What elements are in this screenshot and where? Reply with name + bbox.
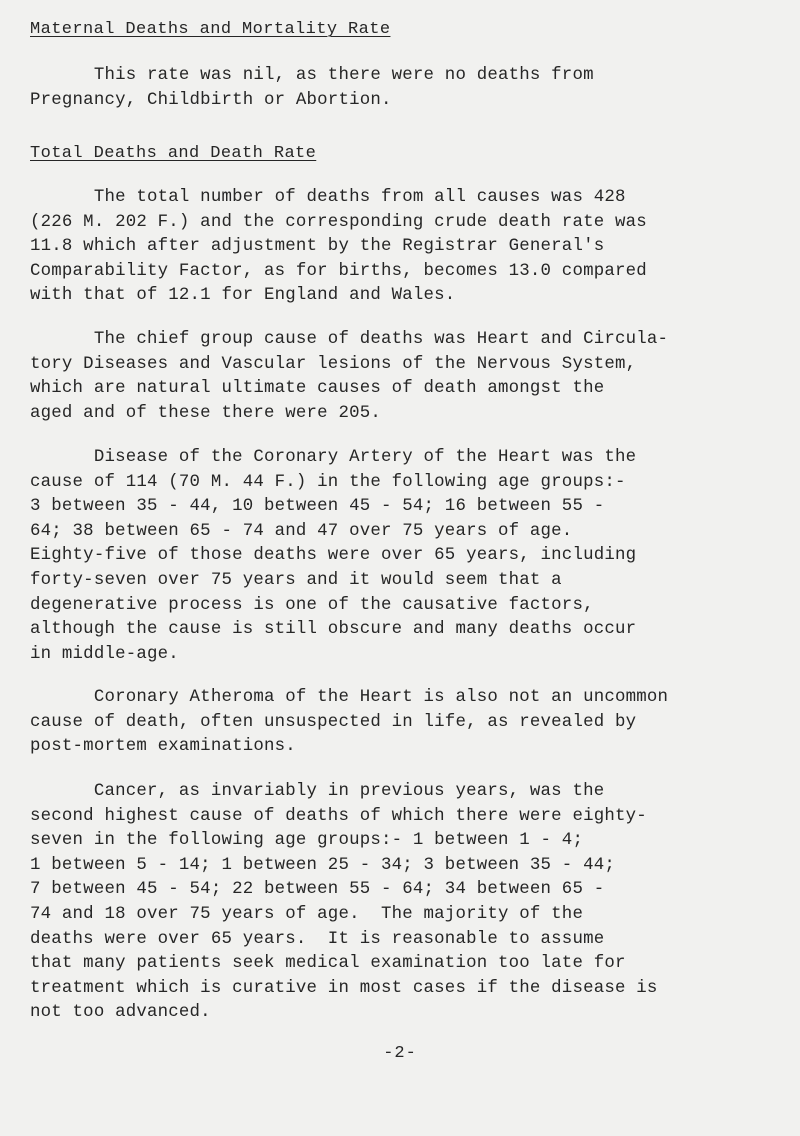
text-line: 1 between 5 - 14; 1 between 25 - 34; 3 between 35 - 44;	[30, 855, 615, 875]
paragraph-total-deaths	[30, 186, 775, 309]
text-line: Eighty-five of those deaths were over 65 years, including	[30, 546, 637, 566]
text-line: which are natural ultimate causes of death amongst the	[30, 379, 605, 399]
text-line: 11.8 which after adjustment by the Registrar General's	[30, 237, 605, 257]
paragraph-cancer	[30, 780, 775, 1026]
section-heading-total-deaths: Total Deaths and Death Rate	[30, 144, 317, 163]
text-line: 64; 38 between 65 - 74 and 47 over 75 years of age.	[30, 521, 573, 541]
text-line: degenerative process is one of the causative factors,	[30, 595, 594, 615]
text-line: Comparability Factor, as for births, becomes 13.0 compared	[30, 261, 647, 281]
text-line: 74 and 18 over 75 years of age. The majority of the	[30, 904, 584, 924]
text-line: Disease of the Coronary Artery of the Heart was the	[30, 448, 637, 467]
text-line: not too advanced.	[30, 1003, 211, 1023]
text-line: The total number of deaths from all causes was 428	[30, 188, 626, 207]
text-line: (226 M. 202 F.) and the corresponding crude death rate was	[30, 212, 647, 232]
text-line: Coronary Atheroma of the Heart is also not an uncommon	[30, 688, 669, 707]
text-line: Pregnancy, Childbirth or Abortion.	[30, 90, 392, 110]
text-line: second highest cause of deaths of which there were eighty-	[30, 806, 647, 826]
text-line: seven in the following age groups:- 1 between 1 - 4;	[30, 831, 584, 851]
text-line: with that of 12.1 for England and Wales.	[30, 286, 456, 306]
text-line: tory Diseases and Vascular lesions of the Nervous System,	[30, 354, 637, 374]
paragraph-chief-group-cause	[30, 328, 775, 426]
text-line: forty-seven over 75 years and it would seem that a	[30, 570, 562, 590]
text-line: cause of 114 (70 M. 44 F.) in the following age groups:-	[30, 472, 626, 492]
text-line: that many patients seek medical examination too late for	[30, 954, 626, 974]
text-line: cause of death, often unsuspected in life, as revealed by	[30, 712, 637, 732]
text-line: The chief group cause of deaths was Heart and Circula-	[30, 330, 669, 349]
text-line: 3 between 35 - 44, 10 between 45 - 54; 16 between 55 -	[30, 497, 605, 517]
paragraph-maternal-deaths	[30, 64, 775, 113]
text-line: 7 between 45 - 54; 22 between 55 - 64; 34 between 65 -	[30, 880, 605, 900]
paragraph-coronary-atheroma	[30, 686, 775, 760]
text-line: post-mortem examinations.	[30, 737, 296, 757]
text-line: although the cause is still obscure and many deaths occur	[30, 620, 637, 640]
page-number: -2-	[383, 1044, 417, 1063]
text-line: deaths were over 65 years. It is reasonable to assume	[30, 929, 605, 949]
section-heading-maternal-deaths: Maternal Deaths and Mortality Rate	[30, 20, 391, 39]
text-line: aged and of these there were 205.	[30, 403, 381, 423]
text-line: treatment which is curative in most cases if the disease is	[30, 978, 658, 998]
text-line: in middle-age.	[30, 644, 179, 664]
text-line: Cancer, as invariably in previous years, was the	[30, 782, 605, 801]
paragraph-coronary-artery	[30, 446, 775, 667]
text-line: This rate was nil, as there were no deaths from	[30, 66, 594, 85]
